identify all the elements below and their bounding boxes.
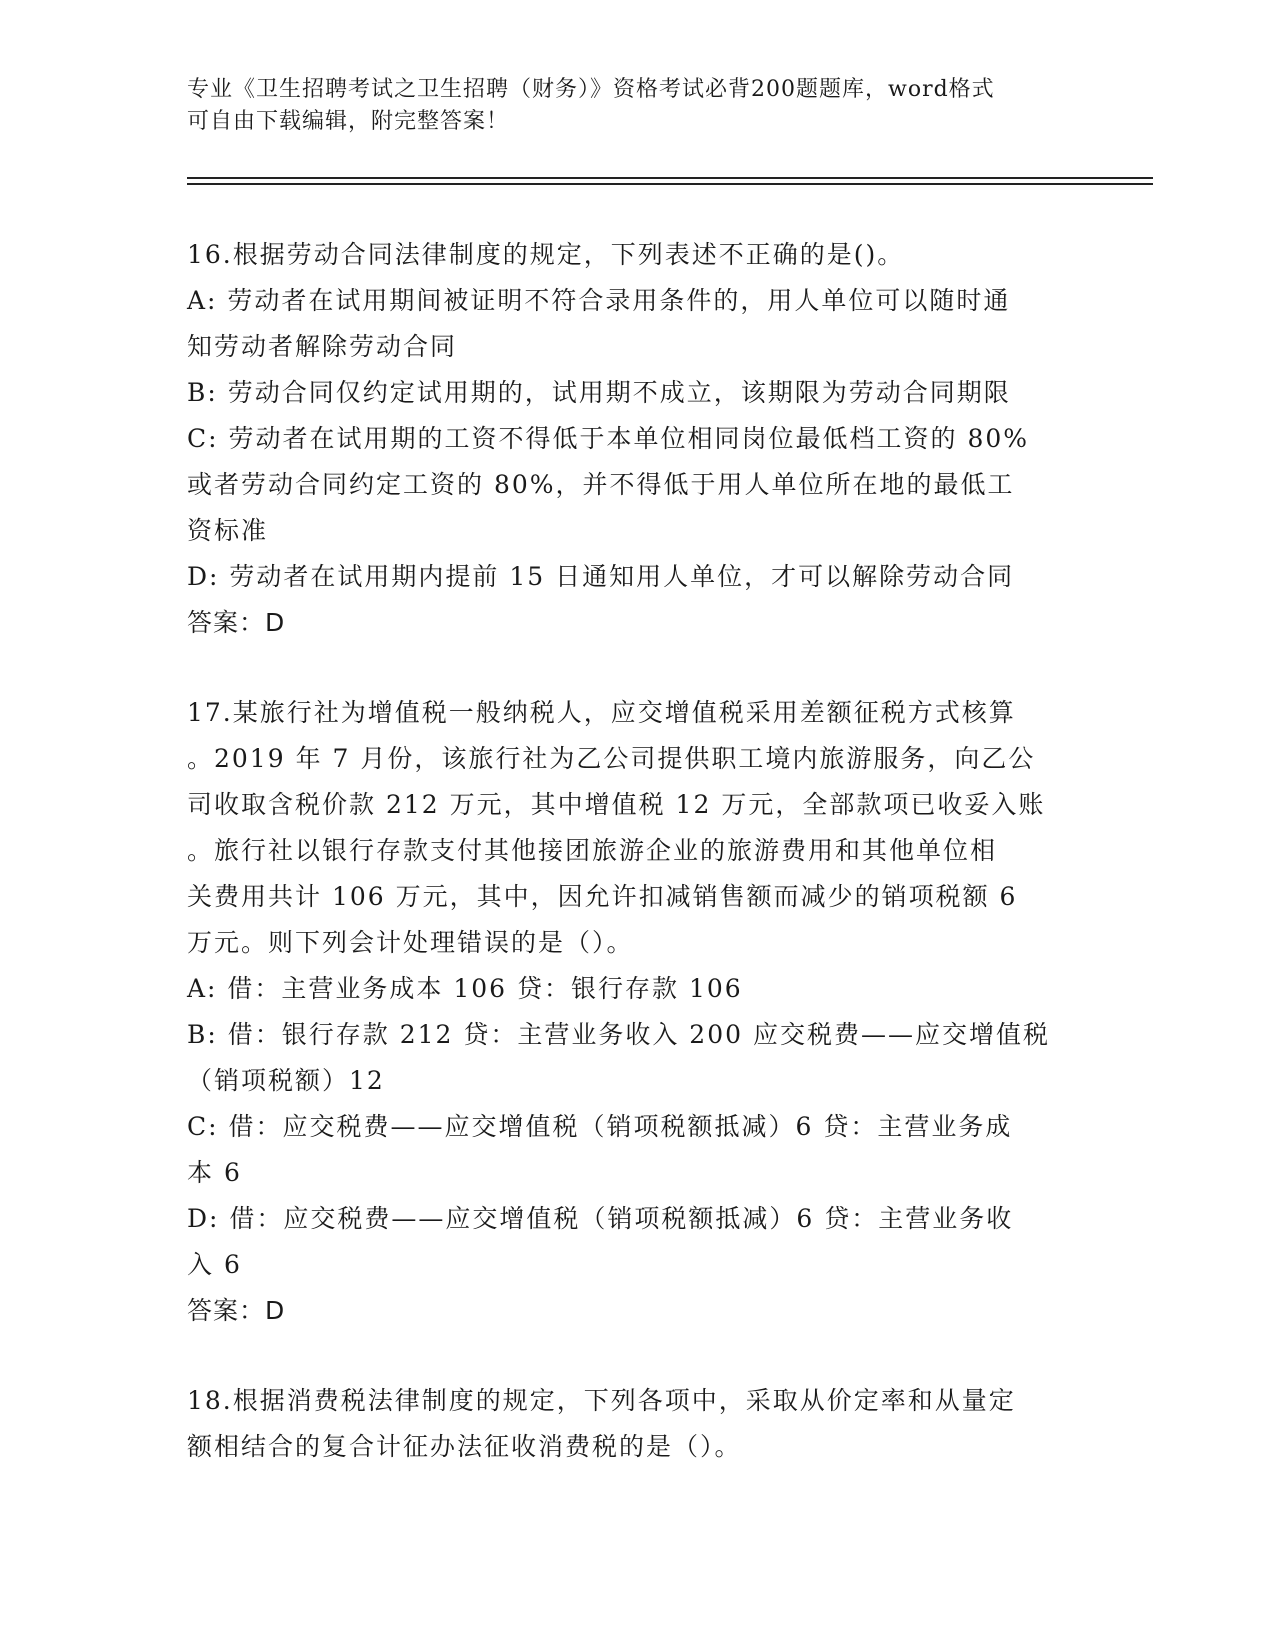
header-line-2: 可自由下载编辑，附完整答案！ [187,109,510,134]
question-text-line: B: 劳动合同仅约定试用期的，试用期不成立，该期限为劳动合同期限 [187,378,1011,407]
question-stem: 17.某旅行社为增值税一般纳税人，应交增值税采用差额征税方式核算 [187,698,1016,727]
question-stem: 16.根据劳动合同法律制度的规定，下列表述不正确的是()。 [187,240,905,269]
document-header [187,74,1067,138]
question-text-line: C: 劳动者在试用期的工资不得低于本单位相同岗位最低档工资的 80% [187,424,1030,453]
header-divider-top [187,177,1153,179]
question-text-line: D: 借：应交税费——应交增值税（销项税额抵减）6 贷：主营业务收 [187,1204,1014,1233]
question-block [187,1378,1087,1470]
answer-line: 答案：D [187,608,286,637]
answer-line: 答案：D [187,1296,286,1325]
question-text-line: C: 借：应交税费——应交增值税（销项税额抵减）6 贷：主营业务成 [187,1112,1013,1141]
question-text-line: 资标准 [187,516,269,545]
question-text-line: 关费用共计 106 万元，其中，因允许扣减销售额而减少的销项税额 6 [187,882,1018,911]
header-line-1: 专业《卫生招聘考试之卫生招聘（财务）》资格考试必背200题题库，word格式 [187,77,995,102]
header-divider-bottom [187,183,1153,185]
question-text-line: A: 劳动者在试用期间被证明不符合录用条件的，用人单位可以随时通 [187,286,1011,315]
question-text-line: 。2019 年 7 月份，该旅行社为乙公司提供职工境内旅游服务，向乙公 [187,744,1036,773]
question-text-line: B: 借：银行存款 212 贷：主营业务收入 200 应交税费——应交增值税 [187,1020,1050,1049]
question-text-line: （销项税额）12 [187,1066,385,1095]
question-text-line: 本 6 [187,1158,242,1187]
question-block [187,690,1087,1378]
question-stem: 18.根据消费税法律制度的规定，下列各项中，采取从价定率和从量定 [187,1386,1016,1415]
question-spacer [187,1334,1087,1378]
question-text-line: 额相结合的复合计征办法征收消费税的是（）。 [187,1432,742,1461]
question-text-line: 知劳动者解除劳动合同 [187,332,458,361]
question-text-line: 司收取含税价款 212 万元，其中增值税 12 万元，全部款项已收妥入账 [187,790,1046,819]
question-spacer [187,646,1087,690]
question-text-line: A: 借：主营业务成本 106 贷：银行存款 106 [187,974,743,1003]
question-text-line: 万元。则下列会计处理错误的是（）。 [187,928,634,957]
question-block [187,232,1087,690]
question-text-line: 入 6 [187,1250,242,1279]
question-text-line: D: 劳动者在试用期内提前 15 日通知用人单位，才可以解除劳动合同 [187,562,1015,591]
question-text-line: 或者劳动合同约定工资的 80%，并不得低于用人单位所在地的最低工 [187,470,1015,499]
question-text-line: 。旅行社以银行存款支付其他接团旅游企业的旅游费用和其他单位相 [187,836,998,865]
question-list [187,232,1087,1470]
